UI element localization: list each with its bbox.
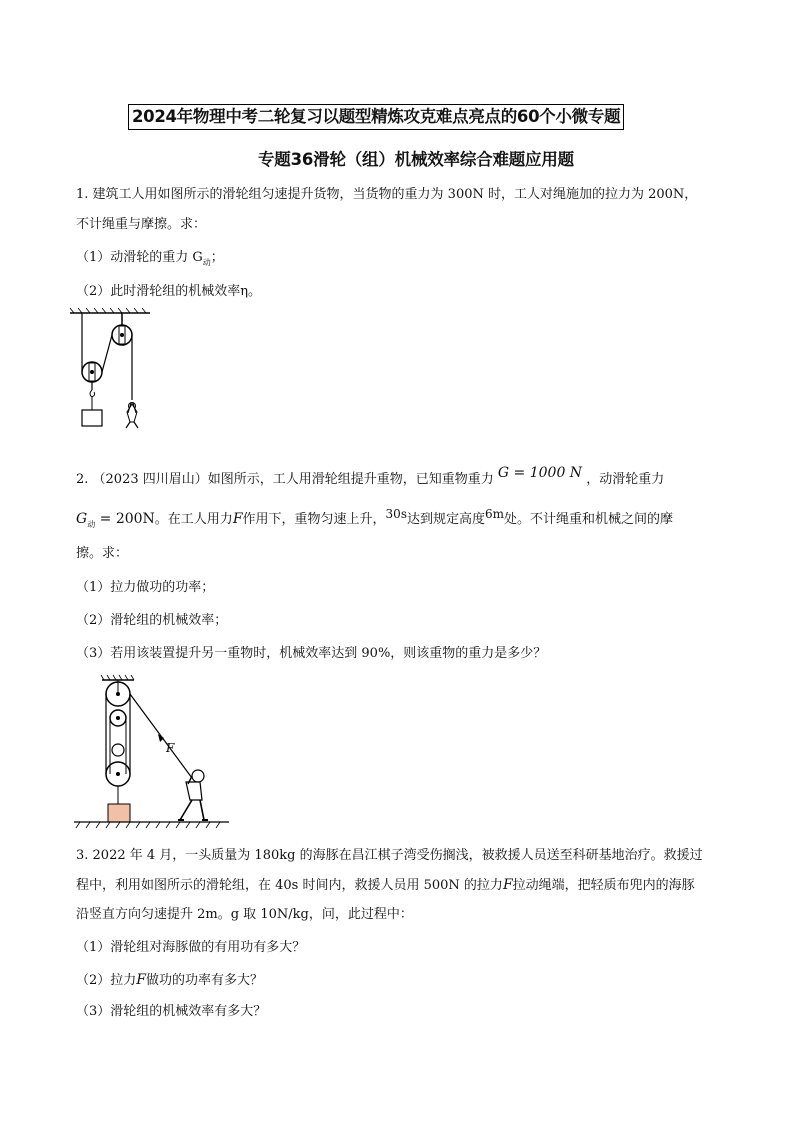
document-subtitle: 专题36滑轮（组）机械效率综合难题应用题	[258, 150, 574, 169]
q1-sub1-post: ；	[210, 250, 224, 265]
document-title: 2024年物理中考二轮复习以题型精炼攻克难点亮点的60个小微专题	[128, 104, 624, 130]
q1-sub1-pre: （1）动滑轮的重力 G	[76, 250, 203, 265]
q2-pulley-weight-subscript: 动	[87, 520, 96, 529]
q2-line1-pre: 2. （2023 四川眉山）如图所示，工人用滑轮组提升重物，已知重物重力	[76, 472, 494, 487]
q1-line2: 不计绳重与摩擦。求：	[76, 217, 207, 232]
q3-sub2-pre: （2）拉力	[76, 973, 137, 988]
q1-line1: 1. 建筑工人用如图所示的滑轮组匀速提升货物，当货物的重力为 300N 时，工人对绳施加的拉力为 200N，	[76, 187, 698, 202]
q2-pulley-weight-symbol: G	[76, 511, 88, 527]
q2-time-value: 30s	[385, 507, 407, 521]
q2-line3: 擦。求：	[76, 546, 129, 561]
q1-sub1	[76, 249, 224, 268]
q1-sub2: （2）此时滑轮组的机械效率η。	[76, 284, 262, 299]
q3-line1: 3. 2022 年 4 月，一头质量为 180kg 的海豚在昌江棋子湾受伤搁浅，被救援人员送至科研基地治疗。救援过	[76, 848, 703, 863]
q2-line2-a: 。在工人用力	[154, 512, 233, 527]
q3-sub3: （3）滑轮组的机械效率有多大？	[76, 1004, 267, 1019]
q2-figure-force-label: F	[166, 741, 175, 755]
q2-pulley-weight-value: = 200N	[95, 511, 155, 527]
q3-line2	[76, 876, 695, 895]
q2-sub1: （1）拉力做功的功率；	[76, 580, 215, 595]
q3-line2-post: 拉动绳端，把轻质布兜内的海豚	[512, 878, 695, 893]
q1-pulley-figure	[70, 308, 160, 428]
q1-sub1-subscript: 动	[202, 258, 211, 267]
q2-line1-post: ，动滑轮重力	[586, 472, 665, 487]
q2-height-value: 6m	[485, 507, 505, 521]
q2-weight-formula: G = 1000 N	[497, 465, 583, 481]
q3-sub2	[76, 971, 263, 990]
q2-sub3: （3）若用该装置提升另一重物时，机械效率达到 90%，则该重物的重力是多少？	[76, 646, 547, 661]
q3-line3: 沿竖直方向匀速提升 2m。g 取 10N/kg，问，此过程中：	[76, 907, 413, 922]
q2-line2-c: 达到规定高度	[406, 512, 485, 527]
q2-line2-b: 作用下，重物匀速上升，	[242, 512, 386, 527]
q2-line1	[76, 465, 665, 489]
q3-force-symbol: F	[502, 877, 513, 893]
q2-line2	[76, 507, 674, 530]
q3-sub2-force-symbol: F	[136, 972, 146, 988]
q2-force-symbol: F	[232, 511, 243, 527]
q3-line2-pre: 程中，利用如图所示的滑轮组，在 40s 时间内，救援人员用 500N 的拉力	[76, 878, 503, 893]
q2-line2-d: 处。不计绳重和机械之间的摩	[504, 512, 674, 527]
q3-sub1: （1）滑轮组对海豚做的有用功有多大？	[76, 940, 306, 955]
q2-sub2: （2）滑轮组的机械效率；	[76, 613, 228, 628]
q3-sub2-post: 做功的功率有多大？	[146, 973, 264, 988]
q2-pulley-figure	[74, 672, 234, 832]
